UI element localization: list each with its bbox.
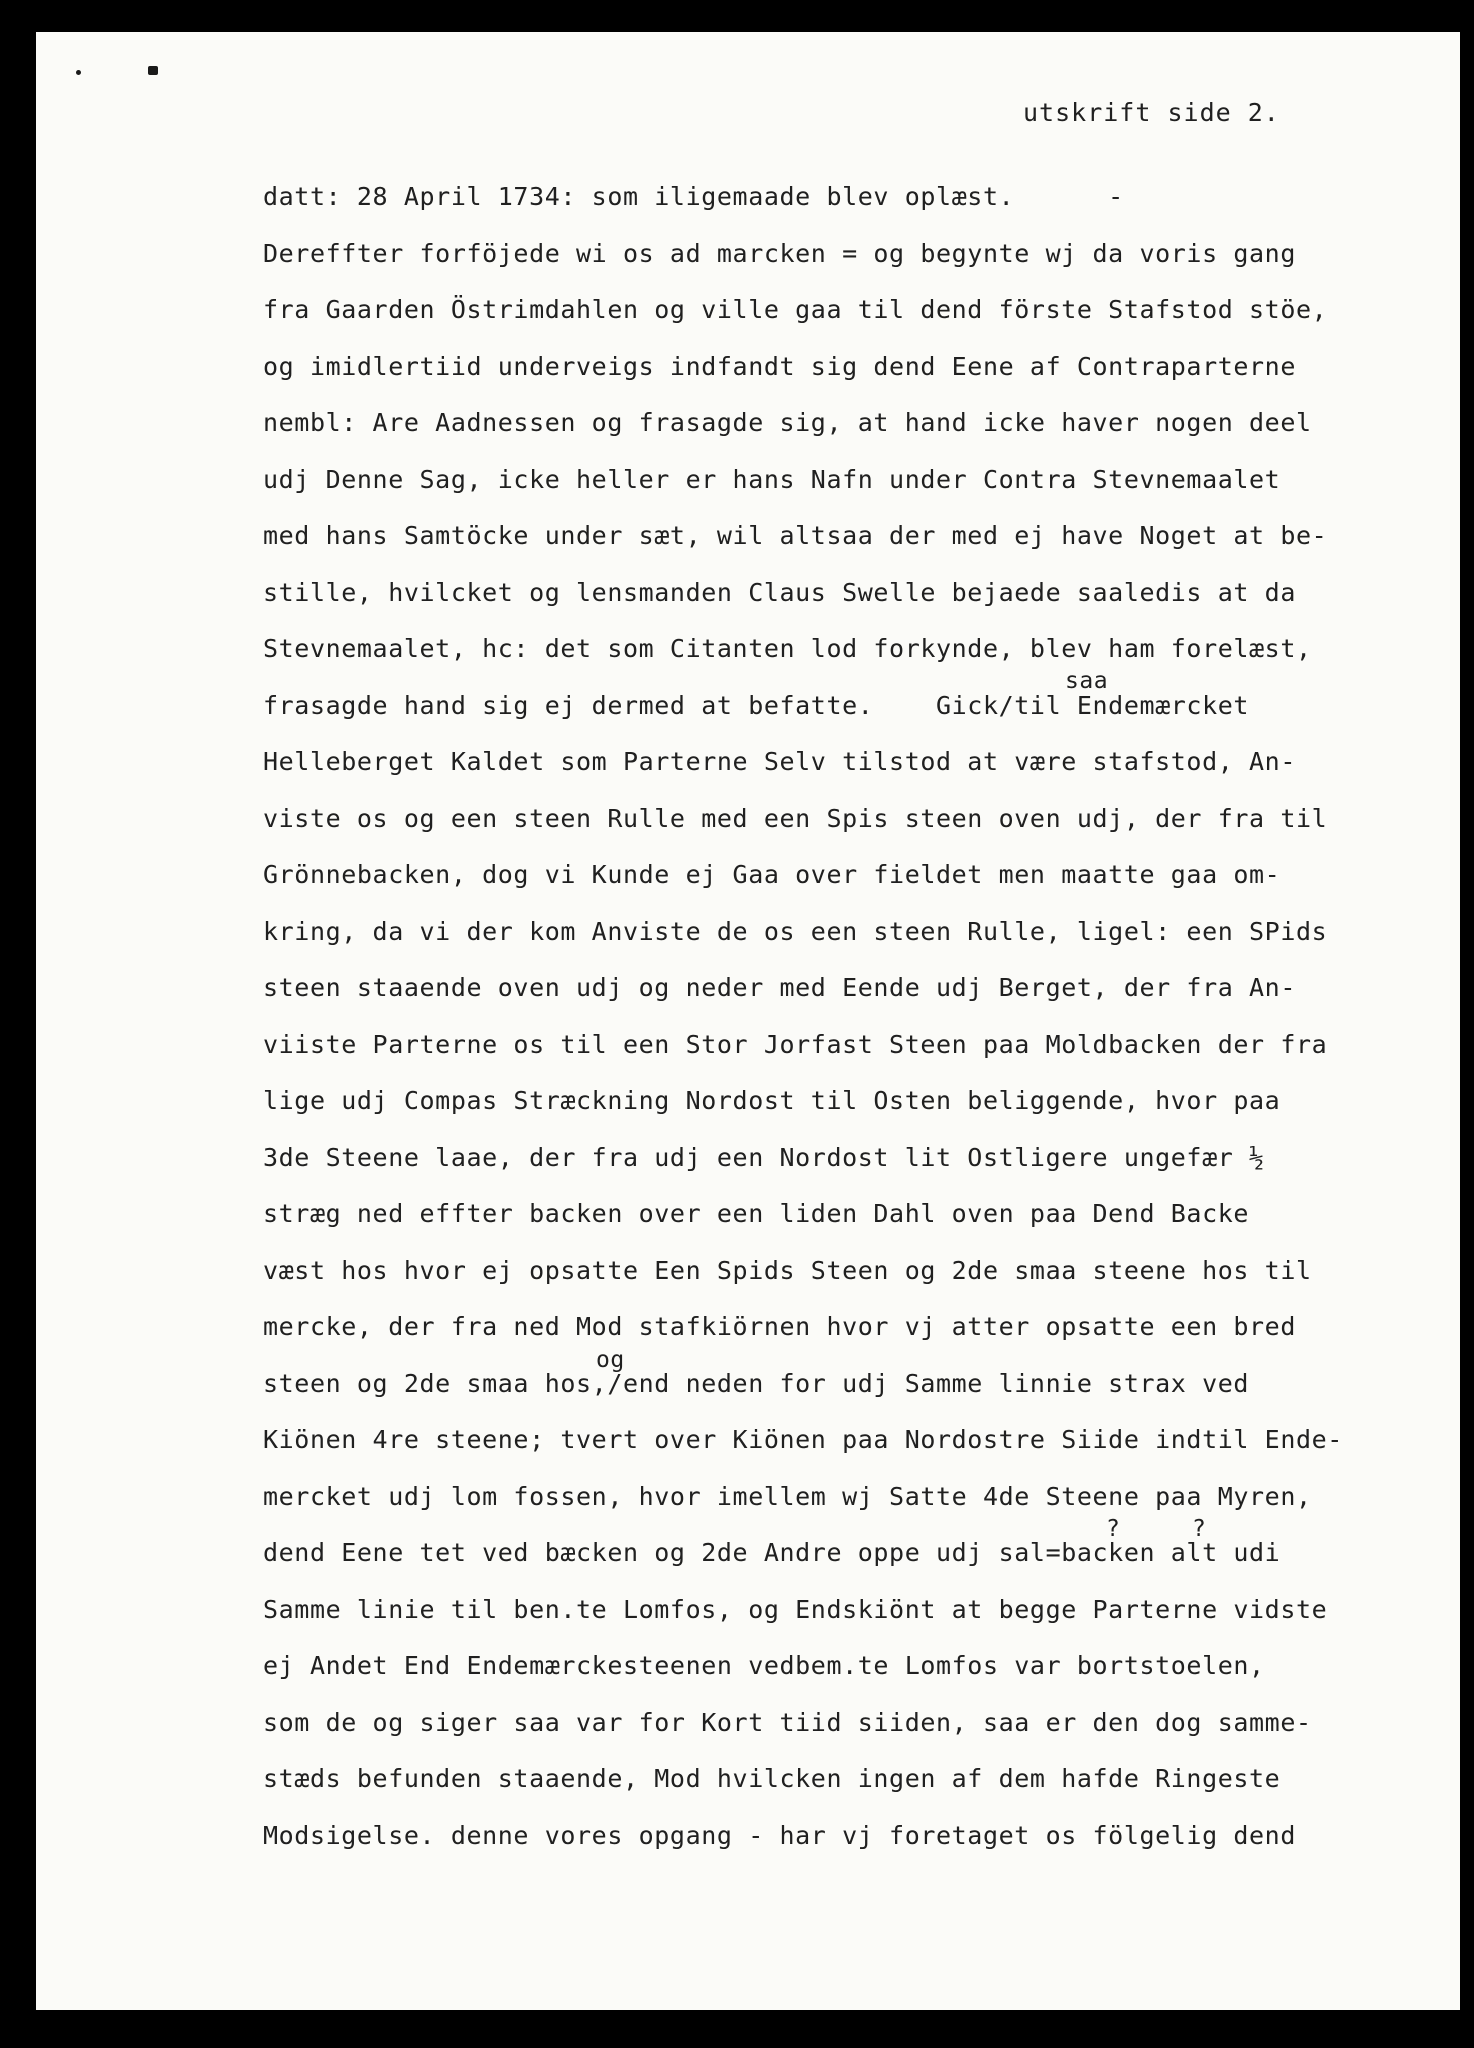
text-line: med hans Samtöcke under sæt, wil altsaa der med ej have Noget at be-	[263, 521, 1328, 550]
text-line: dend Eene tet ved bæcken og 2de Andre oppe udj sal=backen alt udi	[263, 1538, 1281, 1567]
text-line: Samme linie til ben.te Lomfos, og Endskiönt at begge Parterne vidste	[263, 1595, 1328, 1624]
text-line: frasagde hand sig ej dermed at befatte. Gick/til Endemærcket	[263, 691, 1250, 720]
text-line: stræg ned effter backen over een liden Dahl oven paa Dend Backe	[263, 1199, 1250, 1228]
typed-text	[36, 32, 1460, 2010]
text-line: Kiönen 4re steene; tvert over Kiönen paa Nordostre Siide indtil Ende-	[263, 1425, 1343, 1454]
text-line: væst hos hvor ej opsatte Een Spids Steen og 2de smaa steene hos til	[263, 1256, 1312, 1285]
text-line: viiste Parterne os til een Stor Jorfast Steen paa Moldbacken der fra	[263, 1030, 1328, 1059]
text-line: datt: 28 April 1734: som iligemaade blev oplæst. -	[263, 182, 1124, 211]
text-line: som de og siger saa var for Kort tiid siiden, saa er den dog samme-	[263, 1708, 1312, 1737]
page-header: utskrift side 2.	[1023, 98, 1280, 127]
text-line: Dereffter forföjede wi os ad marcken = og begynte wj da voris gang	[263, 239, 1296, 268]
text-line: Stevnemaalet, hc: det som Citanten lod forkynde, blev ham forelæst,	[263, 634, 1312, 663]
text-line: Grönnebacken, dog vi Kunde ej Gaa over fieldet men maatte gaa om-	[263, 860, 1281, 889]
text-line: stille, hvilcket og lensmanden Claus Swelle bejaede saaledis at da	[263, 578, 1296, 607]
text-line: lige udj Compas Stræckning Nordost til Osten beliggende, hvor paa	[263, 1086, 1281, 1115]
insertion-og: og	[596, 1347, 625, 1373]
insertion-query: ?	[1192, 1516, 1207, 1542]
text-line: steen staaende oven udj og neder med Eende udj Berget, der fra An-	[263, 973, 1296, 1002]
text-line: viste os og een steen Rulle med een Spis steen oven udj, der fra til	[263, 804, 1328, 833]
text-line: fra Gaarden Östrimdahlen og ville gaa til dend förste Stafstod stöe,	[263, 295, 1328, 324]
text-line: Helleberget Kaldet som Parterne Selv tilstod at være stafstod, An-	[263, 747, 1296, 776]
insertion-saa: saa	[1065, 668, 1109, 694]
text-line: mercke, der fra ned Mod stafkiörnen hvor vj atter opsatte een bred	[263, 1312, 1296, 1341]
text-line: ej Andet End Endemærckesteenen vedbem.te Lomfos var bortstoelen,	[263, 1651, 1265, 1680]
text-line: udj Denne Sag, icke heller er hans Nafn under Contra Stevnemaalet	[263, 465, 1281, 494]
insertion-query: ?	[1106, 1516, 1121, 1542]
text-line: Modsigelse. denne vores opgang - har vj foretaget os fölgelig dend	[263, 1821, 1296, 1850]
text-line: nembl: Are Aadnessen og frasagde sig, at hand icke haver nogen deel	[263, 408, 1312, 437]
text-line: steen og 2de smaa hos,/end neden for udj Samme linnie strax ved	[263, 1369, 1250, 1398]
text-line: 3de Steene laae, der fra udj een Nordost lit Ostligere ungefær ½	[263, 1143, 1265, 1172]
document-page	[36, 32, 1460, 2010]
text-line: kring, da vi der kom Anviste de os een steen Rulle, ligel: een SPids	[263, 917, 1328, 946]
text-line: mercket udj lom fossen, hvor imellem wj Satte 4de Steene paa Myren,	[263, 1482, 1312, 1511]
text-line: stæds befunden staaende, Mod hvilcken ingen af dem hafde Ringeste	[263, 1764, 1281, 1793]
text-line: og imidlertiid underveigs indfandt sig dend Eene af Contraparterne	[263, 352, 1296, 381]
